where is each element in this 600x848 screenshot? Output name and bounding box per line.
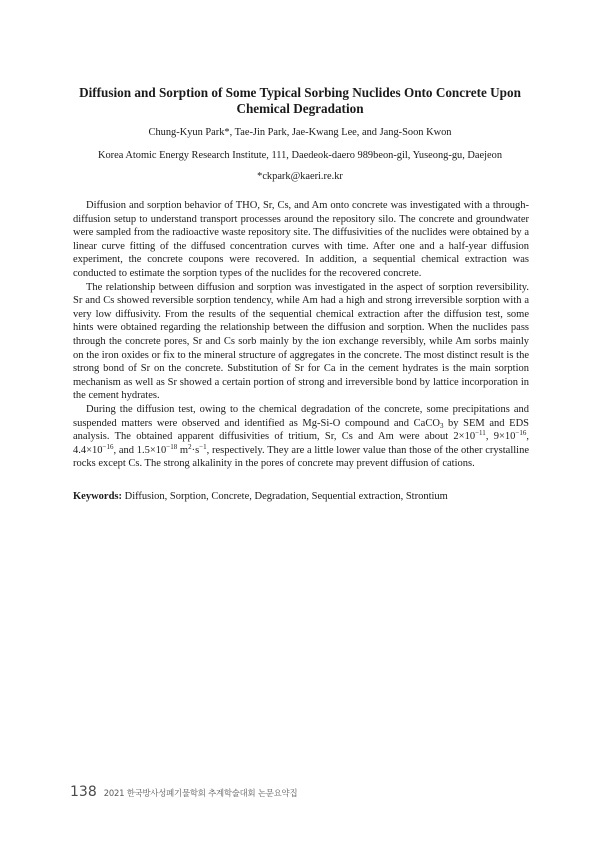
exponent-sr: −16 bbox=[515, 429, 527, 438]
exponent-tritium: −11 bbox=[475, 429, 486, 438]
abstract-p3-text-c: , 9×10 bbox=[485, 431, 516, 443]
caco3-subscript: 3 bbox=[439, 421, 444, 430]
abstract-p3-text-a: During the diffusion test, owing to the chemical degradation of the concrete, some precipitations and suspended matters were observed and identified as Mg-Si-O compound and CaCO bbox=[73, 403, 529, 429]
abstract-paragraph-2: The relationship between diffusion and sorption was investigated in the aspect of sorption reversibility. Sr and Cs showed reversible sorption tendency, while Am had a high and strong irreversible sorption with a very low diffusivity. From the results of the sequential chemical extraction after the diffusion test, some hints were obtained regarding the relationship between the diffusion and sorption. When the nuclides pass through the concrete pores, Sr and Cs sorb mainly by the ion exchange reversibly, while Am sorbs mainly on the iron oxides or fix to the mineral structure of aggregates in the concrete. The most distinct result is the strong bond of Sr on the concrete. Substitution of Sr for Ca in the cement hydrates is the main sorption mechanism as well as Sr showed a certain portion of strong and irreversible bond by lattice incorporation in the cement hydrates. bbox=[73, 281, 529, 402]
keywords-text: Diffusion, Sorption, Concrete, Degradation, Sequential extraction, Strontium bbox=[122, 491, 448, 502]
exponent-cs: −16 bbox=[102, 442, 114, 451]
abstract-p3-text-b: by SEM and EDS analysis. The obtained apparent diffusivities of tritium, Sr, Cs and Am were about 2×10 bbox=[73, 417, 529, 443]
abstract-p3-text-g: ·s bbox=[191, 444, 200, 456]
keywords-label: Keywords: bbox=[73, 491, 122, 502]
author-affiliation: Korea Atomic Energy Research Institute, 111, Daedeok-daero 989beon-gil, Yuseong-gu, Daejeon bbox=[97, 150, 503, 161]
abstract-body bbox=[73, 199, 529, 471]
conference-name: 2021 한국방사성폐기물학회 추계학술대회 논문요약집 bbox=[103, 788, 298, 798]
abstract-p3-text-h: , respectively. They are a little lower value than those of the other crystalline rocks except Cs. The strong alkalinity in the pores of concrete may prevent diffusion of cations. bbox=[73, 444, 529, 470]
abstract-p3-text-d: , 4.4×10 bbox=[73, 431, 529, 456]
paper-title-line-1: Diffusion and Sorption of Some Typical Sorbing Nuclides Onto Concrete Upon bbox=[79, 85, 521, 100]
exponent-m-squared: 2 bbox=[188, 442, 192, 451]
abstract-p3-text-e: , and 1.5×10 bbox=[113, 444, 167, 456]
paper-title bbox=[60, 85, 540, 117]
page-footer bbox=[70, 784, 297, 800]
corresponding-email: *ckpark@kaeri.re.kr bbox=[257, 171, 343, 182]
abstract-p3-text-f: m bbox=[177, 444, 189, 456]
exponent-s-inverse: −1 bbox=[199, 442, 207, 451]
keywords-line bbox=[73, 490, 529, 503]
abstract-paragraph-1: Diffusion and sorption behavior of THO, Sr, Cs, and Am onto concrete was investigated with a through-diffusion setup to understand transport processes around the repository silo. The concrete and groundwater were sampled from the radioactive waste repository site. The diffusivities of the nuclides were obtained by a linear curve fitting of the diffused concentration curves with time. After one and a half-year diffusion experiment, the concrete coupons were recovered. In addition, a sequential chemical extraction was conducted to estimate the sorption types of the nuclides for the recovered concrete. bbox=[73, 200, 529, 279]
author-list: Chung-Kyun Park*, Tae-Jin Park, Jae-Kwang Lee, and Jang-Soon Kwon bbox=[148, 127, 452, 138]
abstract-paragraph-3 bbox=[73, 403, 529, 471]
paper-title-line-2: Chemical Degradation bbox=[236, 101, 364, 116]
page-number: 138 bbox=[70, 784, 97, 800]
exponent-am: −18 bbox=[166, 442, 178, 451]
